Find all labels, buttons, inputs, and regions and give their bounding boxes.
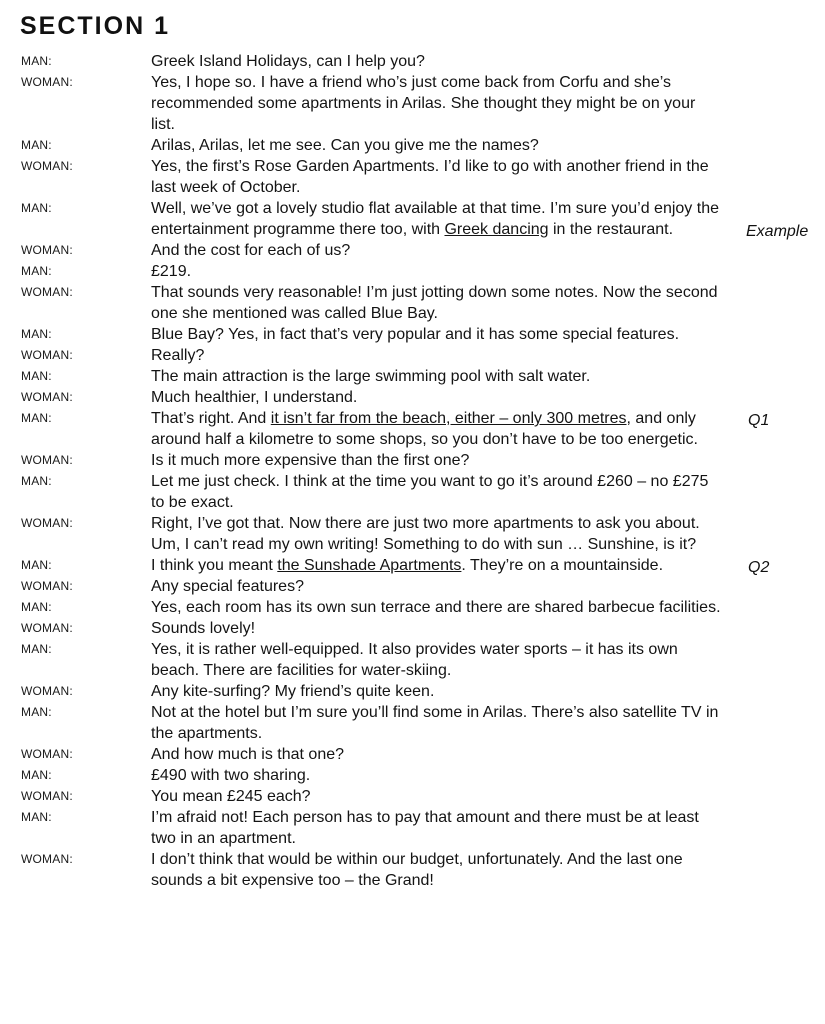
speech-segment: Let me just check. I think at the time you want to go it’s around £260 – no £275 to be exact. <box>151 473 709 511</box>
speech-segment: Sounds lovely! <box>151 620 256 637</box>
speech-text <box>151 240 723 261</box>
dialogue-turn <box>0 639 825 681</box>
speech-segment: And the cost for each of us? <box>151 242 351 259</box>
speech-segment: You mean £245 each? <box>151 788 311 805</box>
dialogue-turn <box>0 345 825 366</box>
dialogue-turn <box>0 387 825 408</box>
question-marker: Q2 <box>748 559 770 576</box>
speech-segment: Is it much more expensive than the first one? <box>151 452 470 469</box>
speaker-label: WOMAN: <box>21 579 73 593</box>
speech-text <box>151 387 723 408</box>
speech-segment: Any kite-surfing? My friend’s quite keen. <box>151 683 435 700</box>
speech-text <box>151 513 723 555</box>
speaker-label: WOMAN: <box>21 621 73 635</box>
speech-text <box>151 450 723 471</box>
speech-segment: Arilas, Arilas, let me see. Can you give me the names? <box>151 137 539 154</box>
speaker-label: MAN: <box>21 201 52 215</box>
speech-segment: Right, I’ve got that. Now there are just two more apartments to ask you about. Um, I can’t read my own writing! Something to do with sun … Sunshine, is it? <box>151 515 700 553</box>
dialogue-turn <box>0 198 825 240</box>
underlined-answer: it isn’t far from the beach, either – only 300 metres <box>270 410 627 427</box>
speech-text <box>151 786 723 807</box>
speech-segment: £490 with two sharing. <box>151 767 311 784</box>
speaker-label: WOMAN: <box>21 852 73 866</box>
section-title: SECTION 1 <box>20 12 170 40</box>
speech-text <box>151 597 723 618</box>
speech-text <box>151 765 723 786</box>
speaker-label: MAN: <box>21 810 52 824</box>
speech-segment: , and only around half a kilometre to some shops, so you don’t have to be too energetic. <box>151 410 698 448</box>
speech-text <box>151 135 723 156</box>
speaker-label: WOMAN: <box>21 747 73 761</box>
speech-text <box>151 555 723 576</box>
speech-segment: That sounds very reasonable! I’m just jotting down some notes. Now the second one she mentioned was called Blue Bay. <box>151 284 718 322</box>
speech-segment: And how much is that one? <box>151 746 345 763</box>
speech-segment: . They’re on a mountainside. <box>461 557 664 574</box>
dialogue-turn <box>0 765 825 786</box>
speaker-label: WOMAN: <box>21 75 73 89</box>
speaker-label: MAN: <box>21 768 52 782</box>
dialogue-turn <box>0 471 825 513</box>
speaker-label: WOMAN: <box>21 789 73 803</box>
underlined-answer: the Sunshade Apartments <box>277 557 462 574</box>
speaker-label: WOMAN: <box>21 453 73 467</box>
question-marker: Q1 <box>748 412 770 429</box>
dialogue-turn <box>0 240 825 261</box>
speech-segment: That’s right. And <box>151 410 271 427</box>
speaker-label: MAN: <box>21 705 52 719</box>
speech-text <box>151 681 723 702</box>
speech-segment: Yes, each room has its own sun terrace and there are shared barbecue facilities. <box>151 599 721 616</box>
speech-text <box>151 744 723 765</box>
speaker-label: MAN: <box>21 369 52 383</box>
dialogue-turn <box>0 786 825 807</box>
speaker-label: WOMAN: <box>21 516 73 530</box>
speaker-label: MAN: <box>21 642 52 656</box>
speech-segment: Greek Island Holidays, can I help you? <box>151 53 425 70</box>
speech-segment: Yes, it is rather well-equipped. It also provides water sports – it has its own beach. There are facilities for water-skiing. <box>151 641 678 679</box>
speech-text <box>151 198 723 240</box>
speaker-label: MAN: <box>21 138 52 152</box>
speech-segment: The main attraction is the large swimming pool with salt water. <box>151 368 591 385</box>
speech-text <box>151 261 723 282</box>
speaker-label: MAN: <box>21 558 52 572</box>
speech-segment: in the restaurant. <box>548 221 674 238</box>
dialogue-turn <box>0 450 825 471</box>
speech-text <box>151 366 723 387</box>
speech-segment: Not at the hotel but I’m sure you’ll find some in Arilas. There’s also satellite TV in the apartments. <box>151 704 719 742</box>
dialogue-turn <box>0 156 825 198</box>
speaker-label: WOMAN: <box>21 285 73 299</box>
speech-text <box>151 639 723 681</box>
dialogue-turn <box>0 597 825 618</box>
speaker-label: MAN: <box>21 474 52 488</box>
speech-text <box>151 807 723 849</box>
speech-segment: Yes, the first’s Rose Garden Apartments. I’d like to go with another friend in the last week of October. <box>151 158 709 196</box>
dialogue-turn <box>0 282 825 324</box>
dialogue-turn <box>0 807 825 849</box>
speaker-label: WOMAN: <box>21 243 73 257</box>
speaker-label: MAN: <box>21 600 52 614</box>
dialogue-turn <box>0 576 825 597</box>
dialogue-turn <box>0 366 825 387</box>
example-marker: Example <box>746 223 809 240</box>
dialogue-turn <box>0 849 825 891</box>
speech-segment: £219. <box>151 263 192 280</box>
dialogue-turn <box>0 681 825 702</box>
dialogue-turn <box>0 135 825 156</box>
speech-text <box>151 156 723 198</box>
speech-text <box>151 51 723 72</box>
dialogue-turn <box>0 513 825 555</box>
speaker-label: WOMAN: <box>21 684 73 698</box>
speech-text <box>151 471 723 513</box>
speech-segment: I’m afraid not! Each person has to pay that amount and there must be at least two in an apartment. <box>151 809 699 847</box>
speaker-label: MAN: <box>21 327 52 341</box>
speech-segment: I think you meant <box>151 557 278 574</box>
dialogue-turn <box>0 324 825 345</box>
speech-text <box>151 618 723 639</box>
speech-segment: Much healthier, I understand. <box>151 389 358 406</box>
dialogue-turn <box>0 261 825 282</box>
speaker-label: WOMAN: <box>21 159 73 173</box>
speech-segment: Well, we’ve got a lovely studio flat available at that time. I’m sure you’d enjoy the entertainment programme there too, with <box>151 200 719 238</box>
speech-text <box>151 849 723 891</box>
dialogue-turn <box>0 744 825 765</box>
speech-text <box>151 72 723 135</box>
speaker-label: WOMAN: <box>21 348 73 362</box>
dialogue-transcript <box>0 51 825 891</box>
speech-segment: I don’t think that would be within our budget, unfortunately. And the last one sounds a bit expensive too – the Grand! <box>151 851 683 889</box>
speech-text <box>151 702 723 744</box>
speech-text <box>151 345 723 366</box>
dialogue-turn <box>0 618 825 639</box>
speech-text <box>151 324 723 345</box>
speech-text <box>151 408 723 450</box>
speaker-label: WOMAN: <box>21 390 73 404</box>
speaker-label: MAN: <box>21 54 52 68</box>
dialogue-turn <box>0 72 825 135</box>
speech-segment: Any special features? <box>151 578 304 595</box>
speech-text <box>151 576 723 597</box>
dialogue-turn <box>0 702 825 744</box>
speech-segment: Yes, I hope so. I have a friend who’s just come back from Corfu and she’s recommended some apartments in Arilas. She thought they might be on your list. <box>151 74 696 133</box>
dialogue-turn <box>0 51 825 72</box>
underlined-answer: Greek dancing <box>444 221 549 238</box>
dialogue-turn <box>0 555 825 576</box>
speaker-label: MAN: <box>21 264 52 278</box>
speech-segment: Blue Bay? Yes, in fact that’s very popular and it has some special features. <box>151 326 680 343</box>
speaker-label: MAN: <box>21 411 52 425</box>
speech-text <box>151 282 723 324</box>
dialogue-turn <box>0 408 825 450</box>
speech-segment: Really? <box>151 347 205 364</box>
